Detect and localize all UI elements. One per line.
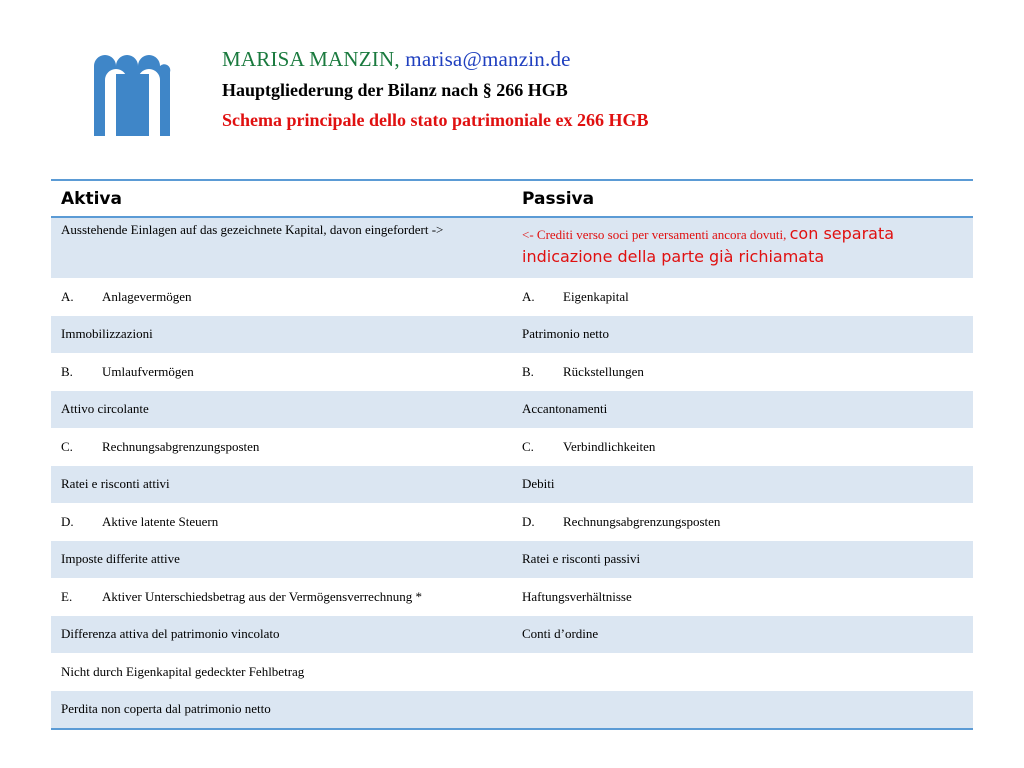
cell-passiva-it: Patrimonio netto — [512, 316, 973, 354]
item-label-de: Eigenkapital — [563, 288, 629, 304]
table-row — [51, 428, 973, 466]
table-row — [51, 353, 973, 391]
item-label-de: Anlagevermögen — [102, 288, 192, 304]
outstanding-it-small: <- Crediti verso soci per versamenti ancora dovuti, — [522, 227, 787, 242]
manzin-logo — [92, 50, 172, 136]
author-email[interactable]: marisa@manzin.de — [405, 47, 571, 71]
cell-passiva-de — [512, 428, 973, 466]
balance-sheet-table — [51, 179, 973, 730]
item-label-de: Umlaufvermögen — [102, 363, 194, 379]
table-row-outstanding-contributions — [51, 217, 973, 278]
item-label-de: Rechnungsabgrenzungsposten — [563, 513, 721, 529]
title-italian: Schema principale dello stato patrimoniale ex 266 HGB — [222, 110, 649, 130]
cell-aktiva-de — [51, 428, 512, 466]
header — [222, 44, 648, 134]
cell-contingencies-de: Haftungsverhältnisse — [522, 588, 632, 604]
table-row — [51, 578, 973, 616]
table-row — [51, 541, 973, 579]
cell-passiva-it: Accantonamenti — [512, 391, 973, 429]
item-label-de: Aktive latente Steuern — [102, 513, 219, 529]
cell-aktiva-it: Differenza attiva del patrimonio vincolato — [51, 616, 512, 654]
cell-empty — [512, 653, 973, 691]
table-row — [51, 391, 973, 429]
item-letter: A. — [61, 288, 74, 304]
item-label-de: Aktiver Unterschiedsbetrag aus der Vermögensverrechnung * — [102, 588, 422, 604]
item-letter: D. — [522, 513, 535, 529]
cell-passiva-it: Debiti — [512, 466, 973, 504]
cell-aktiva-de — [51, 278, 512, 316]
table-row — [51, 616, 973, 654]
cell-aktiva-de — [51, 578, 512, 616]
table-row — [51, 653, 973, 691]
table-row — [51, 278, 973, 316]
author-line — [222, 44, 648, 74]
cell-aktiva-de — [51, 503, 512, 541]
title-german: Hauptgliederung der Bilanz nach § 266 HGB — [222, 80, 568, 100]
header-aktiva: Aktiva — [51, 180, 512, 217]
cell-passiva-de — [512, 353, 973, 391]
cell-passiva-de — [512, 278, 973, 316]
cell-passiva-it: Ratei e risconti passivi — [512, 541, 973, 579]
cell-aktiva-it: Imposte differite attive — [51, 541, 512, 579]
table-row — [51, 691, 973, 730]
author-name: MARISA MANZIN, — [222, 47, 400, 71]
cell-aktiva-it: Immobilizzazioni — [51, 316, 512, 354]
item-letter: A. — [522, 288, 535, 304]
cell-aktiva-de — [51, 353, 512, 391]
cell-empty — [512, 691, 973, 730]
item-letter: B. — [61, 363, 73, 379]
item-letter: D. — [61, 513, 74, 529]
cell-outstanding-it — [512, 217, 973, 278]
table-row — [51, 466, 973, 504]
item-letter: E. — [61, 588, 73, 604]
cell-aktiva-it: Attivo circolante — [51, 391, 512, 429]
item-letter: B. — [522, 363, 534, 379]
cell-passiva-de — [512, 503, 973, 541]
cell-deficit-it: Perdita non coperta dal patrimonio netto — [51, 691, 512, 730]
cell-aktiva-it: Ratei e risconti attivi — [51, 466, 512, 504]
item-label-de: Verbindlichkeiten — [563, 438, 656, 454]
table-row — [51, 503, 973, 541]
outstanding-it-large: con separata indicazione della parte già richiamata — [522, 224, 895, 266]
header-passiva: Passiva — [512, 180, 973, 217]
cell-contingencies-it: Conti d’ordine — [512, 616, 973, 654]
item-label-de: Rückstellungen — [563, 363, 644, 379]
table-header-row — [51, 180, 973, 217]
table-row — [51, 316, 973, 354]
item-label-de: Rechnungsabgrenzungsposten — [102, 438, 260, 454]
item-letter: C. — [61, 438, 73, 454]
cell-outstanding-de: Ausstehende Einlagen auf das gezeichnete Kapital, davon eingefordert -> — [51, 217, 512, 278]
cell-deficit-de: Nicht durch Eigenkapital gedeckter Fehlbetrag — [61, 663, 305, 679]
item-letter: C. — [522, 438, 534, 454]
